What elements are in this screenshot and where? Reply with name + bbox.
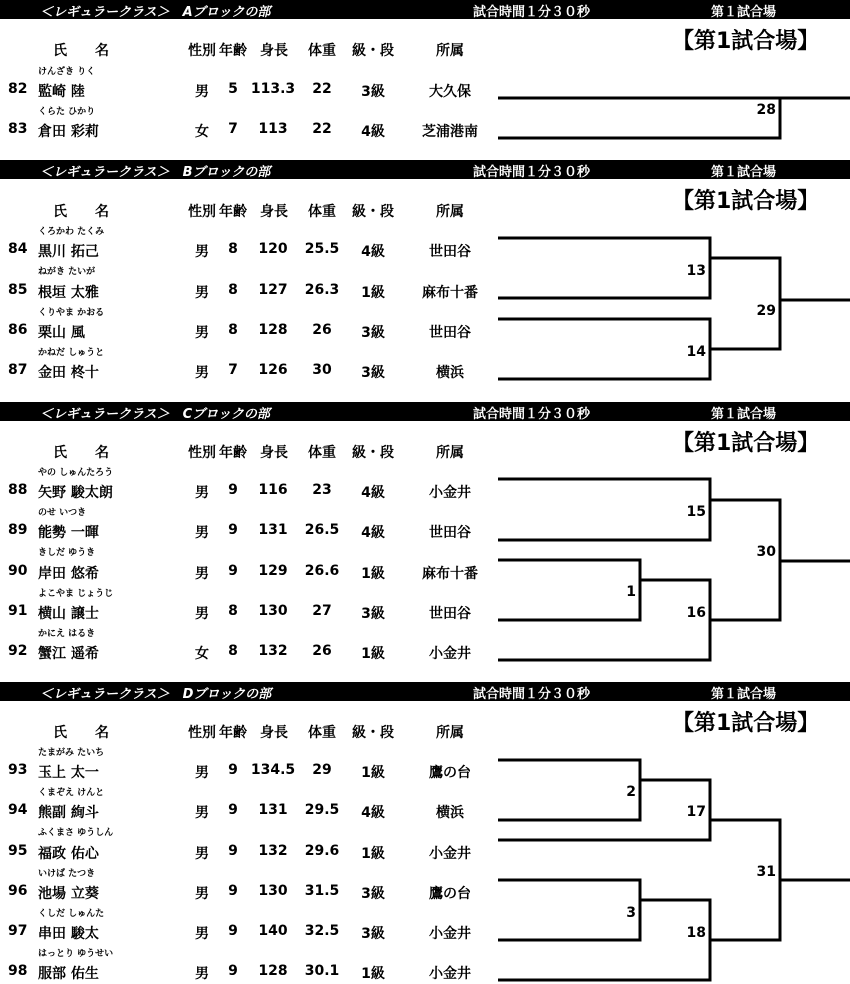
rank: 1級 bbox=[361, 846, 385, 862]
rank: 4級 bbox=[361, 244, 385, 260]
match-number: 2 bbox=[626, 784, 636, 800]
height: 131 bbox=[258, 522, 288, 538]
weight: 31.5 bbox=[304, 883, 340, 899]
match-number: 15 bbox=[686, 504, 706, 520]
gender: 男 bbox=[195, 566, 209, 582]
match-number: 3 bbox=[626, 905, 636, 921]
header-weight: 体重 bbox=[308, 725, 336, 741]
gender: 女 bbox=[195, 124, 209, 140]
weight: 25.5 bbox=[304, 241, 340, 257]
height: 126 bbox=[258, 362, 288, 378]
match-time: 試合時間１分３０秒 bbox=[473, 687, 591, 702]
furigana: よこやま じょうじ bbox=[38, 589, 114, 599]
block-title: ＜レギュラークラス＞ Cブロックの部 bbox=[40, 407, 270, 422]
match-number: 18 bbox=[686, 925, 706, 941]
rank: 3級 bbox=[361, 325, 385, 341]
entrant-name: 倉田 彩莉 bbox=[38, 124, 99, 140]
rank: 1級 bbox=[361, 966, 385, 982]
rank: 3級 bbox=[361, 926, 385, 942]
rank: 3級 bbox=[361, 365, 385, 381]
furigana: くらた ひかり bbox=[38, 107, 96, 117]
club: 鷹の台 bbox=[429, 886, 471, 902]
age: 7 bbox=[228, 362, 238, 378]
block-d-header-bar bbox=[0, 682, 850, 701]
furigana: くろかわ たくみ bbox=[38, 227, 105, 237]
match-number: 29 bbox=[756, 303, 776, 319]
match-number: 17 bbox=[686, 804, 706, 820]
big-venue-label: 【第1試合場】 bbox=[672, 189, 820, 214]
entry-number: 87 bbox=[8, 362, 28, 378]
age: 9 bbox=[228, 923, 238, 939]
entry-number: 98 bbox=[8, 963, 28, 979]
entry-number: 84 bbox=[8, 241, 28, 257]
bracket-line bbox=[710, 258, 780, 349]
header-weight: 体重 bbox=[308, 204, 336, 220]
club: 大久保 bbox=[429, 84, 471, 100]
weight: 26.5 bbox=[304, 522, 340, 538]
entry-number: 92 bbox=[8, 643, 28, 659]
entrant-name: 服部 佑生 bbox=[38, 966, 99, 982]
header-age: 年齢 bbox=[219, 43, 247, 59]
age: 9 bbox=[228, 522, 238, 538]
age: 8 bbox=[228, 322, 238, 338]
gender: 男 bbox=[195, 886, 209, 902]
age: 8 bbox=[228, 643, 238, 659]
header-club: 所属 bbox=[436, 445, 464, 461]
height: 128 bbox=[258, 322, 288, 338]
furigana: ふくまさ ゆうしん bbox=[38, 828, 114, 838]
gender: 男 bbox=[195, 966, 209, 982]
rank: 1級 bbox=[361, 646, 385, 662]
block-title: ＜レギュラークラス＞ Dブロックの部 bbox=[40, 687, 272, 702]
gender: 男 bbox=[195, 765, 209, 781]
club: 世田谷 bbox=[429, 244, 471, 260]
block-b-header-bar bbox=[0, 160, 850, 179]
header-age: 年齢 bbox=[219, 445, 247, 461]
weight: 29 bbox=[312, 762, 332, 778]
weight: 32.5 bbox=[304, 923, 340, 939]
gender: 男 bbox=[195, 485, 209, 501]
entry-number: 90 bbox=[8, 563, 28, 579]
gender: 男 bbox=[195, 805, 209, 821]
bracket-line bbox=[498, 238, 710, 298]
weight: 27 bbox=[312, 603, 332, 619]
gender: 男 bbox=[195, 926, 209, 942]
venue-label: 第１試合場 bbox=[711, 5, 777, 20]
entrant-name: 玉上 太一 bbox=[38, 765, 99, 781]
club: 世田谷 bbox=[429, 325, 471, 341]
header-age: 年齢 bbox=[219, 204, 247, 220]
club: 世田谷 bbox=[429, 606, 471, 622]
weight: 23 bbox=[312, 482, 332, 498]
age: 7 bbox=[228, 121, 238, 137]
entry-number: 95 bbox=[8, 843, 28, 859]
rank: 4級 bbox=[361, 485, 385, 501]
bracket-line bbox=[498, 880, 640, 940]
gender: 男 bbox=[195, 846, 209, 862]
block-c-header-bar bbox=[0, 402, 850, 421]
age: 9 bbox=[228, 883, 238, 899]
header-club: 所属 bbox=[436, 725, 464, 741]
bracket-line bbox=[498, 98, 780, 138]
bracket-line bbox=[498, 319, 710, 379]
entrant-name: 池場 立葵 bbox=[38, 886, 99, 902]
age: 9 bbox=[228, 802, 238, 818]
entrant-name: 根垣 太雅 bbox=[38, 285, 99, 301]
bracket-line bbox=[498, 760, 640, 820]
height: 134.5 bbox=[250, 762, 296, 778]
header-rank: 級・段 bbox=[352, 204, 394, 220]
bracket-line bbox=[498, 479, 710, 540]
furigana: くまぞえ けんと bbox=[38, 788, 105, 798]
gender: 男 bbox=[195, 244, 209, 260]
rank: 1級 bbox=[361, 765, 385, 781]
header-name: 氏 名 bbox=[53, 725, 109, 741]
weight: 29.6 bbox=[304, 843, 340, 859]
weight: 22 bbox=[312, 121, 332, 137]
bracket-line bbox=[498, 560, 640, 620]
furigana: やの しゅんたろう bbox=[38, 468, 114, 478]
entrant-name: 岸田 悠希 bbox=[38, 566, 99, 582]
age: 8 bbox=[228, 603, 238, 619]
gender: 女 bbox=[195, 646, 209, 662]
big-venue-label: 【第1試合場】 bbox=[672, 711, 820, 736]
club: 小金井 bbox=[429, 966, 471, 982]
club: 世田谷 bbox=[429, 525, 471, 541]
height: 130 bbox=[258, 603, 288, 619]
height: 113.3 bbox=[250, 81, 296, 97]
age: 9 bbox=[228, 843, 238, 859]
block-title: ＜レギュラークラス＞ Aブロックの部 bbox=[40, 5, 271, 20]
match-time: 試合時間１分３０秒 bbox=[473, 407, 591, 422]
height: 128 bbox=[258, 963, 288, 979]
height: 116 bbox=[258, 482, 288, 498]
header-height: 身長 bbox=[260, 445, 288, 461]
entrant-name: 黒川 拓己 bbox=[38, 244, 99, 260]
gender: 男 bbox=[195, 525, 209, 541]
weight: 30.1 bbox=[304, 963, 340, 979]
rank: 1級 bbox=[361, 285, 385, 301]
entrant-name: 福政 佑心 bbox=[38, 846, 99, 862]
height: 132 bbox=[258, 843, 288, 859]
club: 横浜 bbox=[436, 805, 464, 821]
big-venue-label: 【第1試合場】 bbox=[672, 431, 820, 456]
height: 132 bbox=[258, 643, 288, 659]
rank: 4級 bbox=[361, 805, 385, 821]
header-name: 氏 名 bbox=[53, 43, 109, 59]
match-number: 30 bbox=[756, 544, 776, 560]
gender: 男 bbox=[195, 365, 209, 381]
entry-number: 91 bbox=[8, 603, 28, 619]
entrant-name: 栗山 風 bbox=[38, 325, 85, 341]
header-gender: 性別 bbox=[188, 725, 216, 741]
age: 9 bbox=[228, 482, 238, 498]
entry-number: 93 bbox=[8, 762, 28, 778]
entry-number: 94 bbox=[8, 802, 28, 818]
club: 麻布十番 bbox=[422, 566, 478, 582]
furigana: かにえ はるき bbox=[38, 629, 96, 639]
furigana: のせ いつき bbox=[38, 508, 87, 518]
entry-number: 89 bbox=[8, 522, 28, 538]
club: 小金井 bbox=[429, 646, 471, 662]
venue-label: 第１試合場 bbox=[711, 165, 777, 180]
entrant-name: 矢野 駿太朗 bbox=[38, 485, 113, 501]
entry-number: 88 bbox=[8, 482, 28, 498]
furigana: かねだ しゅうと bbox=[38, 348, 105, 358]
rank: 3級 bbox=[361, 84, 385, 100]
entry-number: 97 bbox=[8, 923, 28, 939]
header-rank: 級・段 bbox=[352, 725, 394, 741]
header-weight: 体重 bbox=[308, 445, 336, 461]
match-number: 14 bbox=[686, 344, 706, 360]
entrant-name: 熊副 絢斗 bbox=[38, 805, 99, 821]
match-number: 1 bbox=[626, 584, 636, 600]
weight: 26.6 bbox=[304, 563, 340, 579]
gender: 男 bbox=[195, 325, 209, 341]
match-number: 31 bbox=[756, 864, 776, 880]
club: 麻布十番 bbox=[422, 285, 478, 301]
height: 140 bbox=[258, 923, 288, 939]
bracket-line bbox=[498, 580, 710, 660]
bracket-line bbox=[498, 780, 710, 840]
match-number: 28 bbox=[756, 102, 776, 118]
header-height: 身長 bbox=[260, 725, 288, 741]
height: 129 bbox=[258, 563, 288, 579]
header-name: 氏 名 bbox=[53, 445, 109, 461]
furigana: ねがき たいが bbox=[38, 267, 96, 277]
big-venue-label: 【第1試合場】 bbox=[672, 29, 820, 54]
furigana: けんざき りく bbox=[38, 67, 96, 77]
height: 113 bbox=[258, 121, 288, 137]
rank: 3級 bbox=[361, 606, 385, 622]
header-weight: 体重 bbox=[308, 43, 336, 59]
venue-label: 第１試合場 bbox=[711, 687, 777, 702]
header-gender: 性別 bbox=[188, 43, 216, 59]
header-age: 年齢 bbox=[219, 725, 247, 741]
entrant-name: 能勢 一暉 bbox=[38, 525, 99, 541]
entrant-name: 横山 譲士 bbox=[38, 606, 99, 622]
header-height: 身長 bbox=[260, 204, 288, 220]
furigana: くしだ しゅんた bbox=[38, 909, 105, 919]
furigana: いけば たつき bbox=[38, 869, 96, 879]
furigana: たまがみ たいち bbox=[38, 748, 105, 758]
bracket-line bbox=[710, 820, 780, 940]
match-number: 13 bbox=[686, 263, 706, 279]
entrant-name: 串田 駿太 bbox=[38, 926, 99, 942]
header-rank: 級・段 bbox=[352, 445, 394, 461]
header-height: 身長 bbox=[260, 43, 288, 59]
entry-number: 86 bbox=[8, 322, 28, 338]
entry-number: 96 bbox=[8, 883, 28, 899]
rank: 1級 bbox=[361, 566, 385, 582]
height: 120 bbox=[258, 241, 288, 257]
weight: 22 bbox=[312, 81, 332, 97]
club: 小金井 bbox=[429, 926, 471, 942]
header-rank: 級・段 bbox=[352, 43, 394, 59]
weight: 26.3 bbox=[304, 282, 340, 298]
weight: 30 bbox=[312, 362, 332, 378]
header-gender: 性別 bbox=[188, 445, 216, 461]
height: 127 bbox=[258, 282, 288, 298]
gender: 男 bbox=[195, 606, 209, 622]
furigana: くりやま かおる bbox=[38, 308, 105, 318]
header-name: 氏 名 bbox=[53, 204, 109, 220]
entry-number: 83 bbox=[8, 121, 28, 137]
bracket-line bbox=[710, 500, 780, 620]
height: 131 bbox=[258, 802, 288, 818]
gender: 男 bbox=[195, 285, 209, 301]
block-a-header-bar bbox=[0, 0, 850, 19]
bracket-line bbox=[498, 900, 710, 980]
age: 9 bbox=[228, 762, 238, 778]
club: 小金井 bbox=[429, 846, 471, 862]
header-gender: 性別 bbox=[188, 204, 216, 220]
weight: 29.5 bbox=[304, 802, 340, 818]
entrant-name: 金田 柊十 bbox=[38, 365, 99, 381]
rank: 4級 bbox=[361, 124, 385, 140]
venue-label: 第１試合場 bbox=[711, 407, 777, 422]
height: 130 bbox=[258, 883, 288, 899]
club: 横浜 bbox=[436, 365, 464, 381]
club: 芝浦港南 bbox=[422, 124, 478, 140]
club: 小金井 bbox=[429, 485, 471, 501]
entry-number: 82 bbox=[8, 81, 28, 97]
entrant-name: 蟹江 遥希 bbox=[38, 646, 99, 662]
header-club: 所属 bbox=[436, 43, 464, 59]
age: 9 bbox=[228, 963, 238, 979]
block-title: ＜レギュラークラス＞ Bブロックの部 bbox=[40, 165, 271, 180]
weight: 26 bbox=[312, 322, 332, 338]
age: 9 bbox=[228, 563, 238, 579]
entry-number: 85 bbox=[8, 282, 28, 298]
entrant-name: 監崎 陸 bbox=[38, 84, 85, 100]
match-time: 試合時間１分３０秒 bbox=[473, 5, 591, 20]
furigana: はっとり ゆうせい bbox=[38, 949, 114, 959]
weight: 26 bbox=[312, 643, 332, 659]
age: 5 bbox=[228, 81, 238, 97]
header-club: 所属 bbox=[436, 204, 464, 220]
furigana: きしだ ゆうき bbox=[38, 548, 96, 558]
age: 8 bbox=[228, 241, 238, 257]
rank: 4級 bbox=[361, 525, 385, 541]
age: 8 bbox=[228, 282, 238, 298]
match-number: 16 bbox=[686, 605, 706, 621]
match-time: 試合時間１分３０秒 bbox=[473, 165, 591, 180]
rank: 3級 bbox=[361, 886, 385, 902]
gender: 男 bbox=[195, 84, 209, 100]
club: 鷹の台 bbox=[429, 765, 471, 781]
